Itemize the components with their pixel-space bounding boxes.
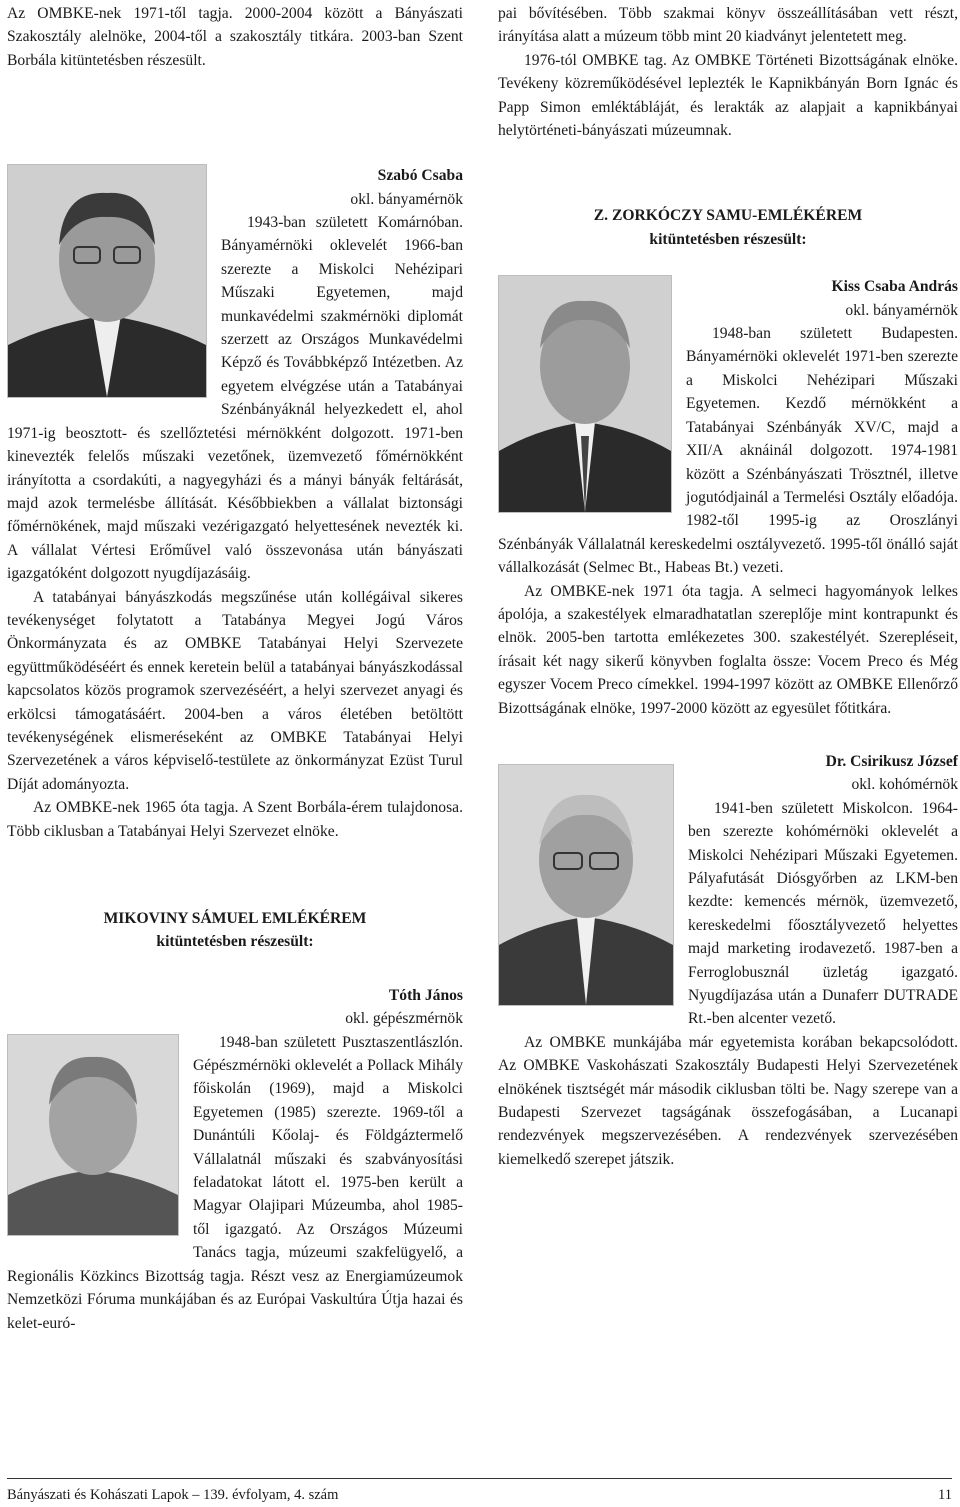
bio-szabo-1: 1943-ban született Komárnóban. Bányamérnöki oklevelét 1966-ban szerezte a Miskolci Nehézipari Műszaki Egyetemen, majd munkavédelmi szakmérnöki diplomát szerzett az Országos Munkavédelmi Képző és Továbbképző Intézetben. Az egyetem elvégzése után a Tatabányai Szénbányáknál helyezkedett el, ahol 1971-ig beosztott- és szellőztetési mérnökként dolgozott. 1971-ben kinevezték felelős műszaki vezetőnek, üzemvezető főmérnökként irányította a csordakúti, a nagyegyházi és a mányi bányák feltárását, majd azok termelésbe állítását. Későbbiekben a vállalat biztonsági főmérnökének, majd műszaki vezérigazgató helyettesének nevezték ki. A vállalat Vértesi Erőművel való összevonása után bányászati igazgatóként dolgozott nyugdíjazásáig. [7, 214, 463, 583]
right-column [498, 2, 958, 1171]
portrait-photo-toth [7, 1034, 179, 1236]
award-heading-zorkoczy: Z. ZORKÓCZY SAMU-EMLÉKÉREM [593, 207, 863, 225]
portrait-icon [499, 765, 673, 1005]
page-footer [7, 1478, 952, 1505]
bio-toth-2: 1976-tól OMBKE tag. Az OMBKE Történeti Bizottságának elnöke. Tevékeny közreműködésével leplezték le Kapnikbányán Born Ignác és Papp Simon emléktábláját, és lerakták az alapjait a kapnikbányai helytörténeti-bányászati múzeumnak. [498, 51, 958, 140]
portrait-icon [8, 165, 206, 397]
name-kiss: Kiss Csaba András [831, 278, 958, 296]
name-csirikusz: Dr. Csirikusz József [825, 752, 958, 770]
award-subheading-zorkoczy: kitüntetésben részesült: [649, 230, 807, 248]
bio-kiss-2: Az OMBKE-nek 1971 óta tagja. A selmeci hagyományok lelkes ápolója, a szakestélyek elmaradhatatlan szereplője mint kontrapunkt és elnök. 2005-ben tartotta emlékezetes 300. szakestélyét. Szerepléseit, írásait két nagy sikerű könyvben foglalta össze: Vocem Preco és Még egyszer Vocem Preco címekkel. 1994-1997 között az OMBKE Ellenőrző Bizottságának elnöke, 1997-2000 között az egyesület főtitkára. [498, 582, 958, 717]
section-zorkoczy [498, 204, 958, 251]
portrait-icon [499, 276, 671, 512]
bio-csirikusz-1: 1941-ben született Miskolcon. 1964-ben szerezte kohómérnöki oklevelét a Miskolci Nehézipari Műszaki Egyetemen. Pályafutását Diósgyőrben az LKM-ben kezdte: kemencés mérnök, üzemvezető, kereskedelmi főosztályvezető helyettes majd marketing irodavezető. 1987-ben a Ferroglobusznál üzletág igazgató. Nyugdíjazása után a Dunaferr DUTRADE Rt.-ben alcenter vezető. [688, 799, 958, 1028]
title-szabo: okl. bányamérnök [350, 190, 463, 208]
intro-paragraph: Az OMBKE-nek 1971-től tagja. 2000-2004 között a Bányászati Szakosztály alelnöke, 2004-től a szakosztály titkára. 2003-ban Szent Borbála kitüntetésben részesült. [7, 5, 463, 69]
portrait-photo-szabo [7, 164, 207, 398]
bio-kiss-csaba-andras [498, 275, 958, 720]
bio-toth-continued: pai bővítésében. Több szakmai könyv összeállításában vett részt, irányítása alatt a múzeum több mint 20 kiadványt jelentetett meg. [498, 5, 958, 46]
section-mikoviny [7, 907, 463, 954]
bio-szabo-2: A tatabányai bányászkodás megszűnése után kollégáival sikeres tevékenységet folytatott a Tatabánya Megyei Jogú Város Önkormányzata és az OMBKE Tatabányai Helyi Szervezete együttműködéséért és ennek keretein belül a tatabányai bányászkodással kapcsolatos közös programok szervezéséért, a helyi szervezet anyagi és erkölcsi támogatásáért. 2004-ben a város életében betöltött tevékenységének elismeréseként az OMBKE Tatabányai Helyi Szervezetének a város képviselő-testülete az önkormányzat Ezüst Turul Díját adományozta. [7, 588, 463, 793]
left-column [7, 2, 463, 1335]
journal-title: Bányászati és Kohászati Lapok – 139. évfolyam, 4. szám [7, 1487, 339, 1503]
title-toth: okl. gépészmérnök [345, 1010, 463, 1028]
award-heading-mikoviny: MIKOVINY SÁMUEL EMLÉKÉREM [103, 910, 367, 927]
bio-szabo-csaba [7, 164, 463, 843]
portrait-photo-kiss [498, 275, 672, 513]
name-toth: Tóth János [388, 986, 463, 1004]
award-subheading-mikoviny: kitüntetésben részesült: [156, 933, 314, 951]
bio-kiss-1: 1948-ban született Budapesten. Bányamérnöki oklevelét 1971-ben szerezte a Miskolci Nehézipari Műszaki Egyetemen. Kezdő mérnökként a Tatabányai Szénbányák XV/C, majd a XII/A aknáinál dolgozott. 1974-1981 között a Szénbányászati Trösztnél, illetve jogutódjainál a Termelési Osztály előadója. 1982-től 1995-ig az Oroszlányi Szénbányák Vállalatnál kereskedelmi osztályvezető. 1995-től önálló saját vállalkozását (Selmec Bt., Habeas Bt.) vezeti. [498, 325, 958, 577]
bio-toth-janos [7, 984, 463, 1335]
title-kiss: okl. bányamérnök [845, 301, 958, 319]
portrait-icon [8, 1035, 178, 1235]
bio-csirikusz-2: Az OMBKE munkájába már egyetemista korában bekapcsolódott. Az OMBKE Vaskohászati Szakosztály Budapesti Helyi Szervezetének elnökének tisztségét már második ciklusban tölti be. Nagy szerepe van a Budapesti Szervezet tagságának összefogásában, a Lucanapi rendezvények megszervezésében. A rendezvények szervezésében kiemelkedő szerepet játszik. [498, 1033, 958, 1168]
portrait-photo-csirikusz [498, 764, 674, 1006]
page-number: 11 [938, 1487, 952, 1503]
bio-szabo-3: Az OMBKE-nek 1965 óta tagja. A Szent Borbála-érem tulajdonosa. Több ciklusban a Tatabányai Helyi Szervezet elnöke. [7, 799, 463, 840]
bio-csirikusz-jozsef [498, 750, 958, 1171]
bio-toth-1: 1948-ban született Pusztaszentlászlón. Gépészmérnöki oklevelét a Pollack Mihály főiskolán (1969), majd a Miskolci Egyetemen (1985) szerezte. 1969-től a Dunántúli Kőolaj- és Földgáztermelő Vállalatnál műszaki és szabványosítási feladatokat látott el. 1975-ben került a Magyar Olajipari Múzeumba, ahol 1985-től igazgató. Az Országos Múzeumi Tanács tagja, múzeumi szakfelügyelő, a Regionális Közkincs Bizottság tagja. Részt vesz az Energiamúzeumok Nemzetközi Fóruma munkájában és az Európai Vaskultúra Útja hazai és kelet-euró- [7, 1033, 463, 1332]
title-csirikusz: okl. kohómérnök [851, 776, 958, 794]
name-szabo: Szabó Csaba [377, 167, 463, 185]
